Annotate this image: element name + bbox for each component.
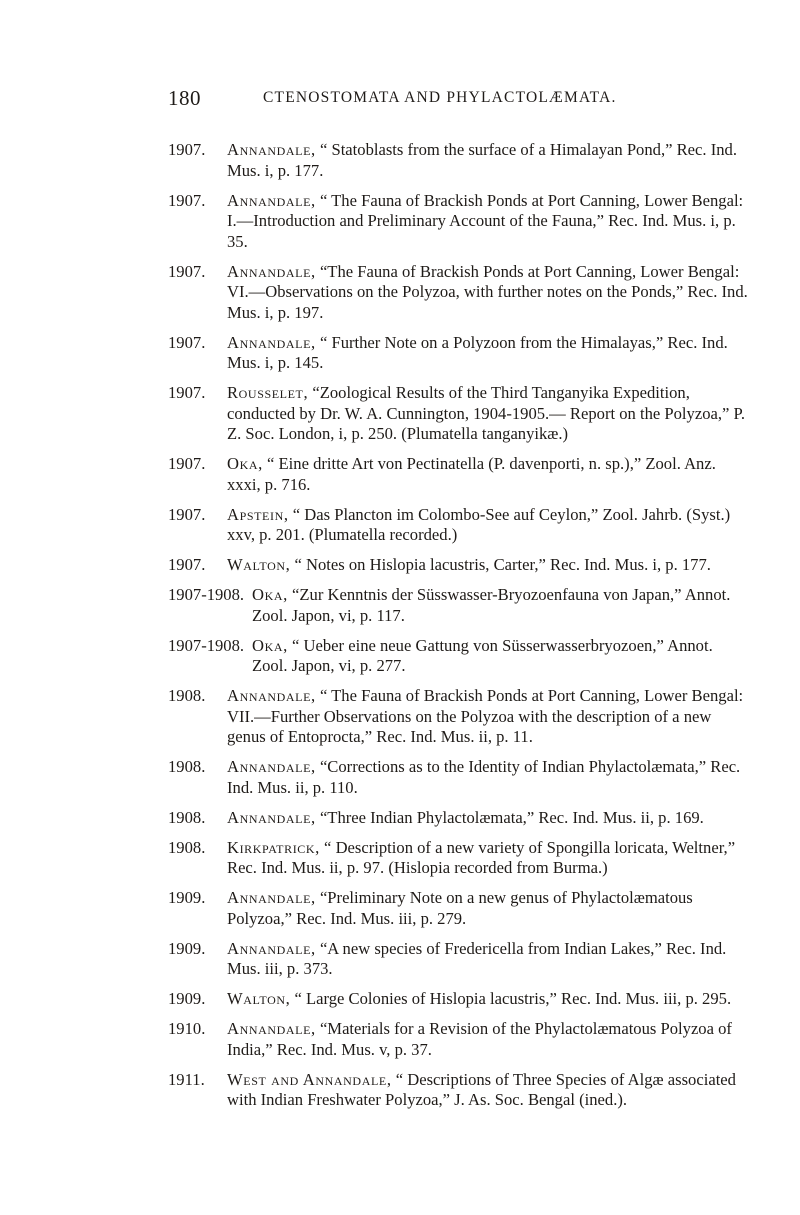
bibliography-entry: [168, 333, 748, 374]
entry-year: 1908.: [168, 837, 206, 857]
entry-citation: “ Description of a new variety of Spongilla loricata, Weltner,” Rec. Ind. Mus. ii, p. 97. (Hislopia recorded from Burma.): [227, 837, 736, 877]
entry-citation: “ Descriptions of Three Species of Algæ associated with Indian Freshwater Polyzoa,” J. As. Soc. Bengal (ined.).: [227, 1069, 736, 1109]
bibliography-entry: [168, 989, 748, 1010]
entry-author: Apstein,: [227, 504, 289, 524]
bibliography-entry: [168, 140, 748, 181]
entry-citation: “ Eine dritte Art von Pectinatella (P. davenporti, n. sp.),” Zool. Anz. xxxi, p. 716.: [227, 454, 716, 494]
entry-year: 1907-1908.: [168, 635, 245, 655]
entry-year: 1907.: [168, 190, 206, 210]
entry-year: 1907.: [168, 261, 206, 281]
entry-year: 1908.: [168, 807, 206, 827]
entry-year: 1909.: [168, 938, 206, 958]
entry-author: Walton,: [227, 555, 291, 574]
entry-text: [227, 989, 748, 1010]
entry-text: [227, 454, 748, 495]
entry-author: Annandale,: [227, 807, 316, 827]
bibliography-entry: [168, 1019, 748, 1060]
entry-text: [227, 555, 748, 576]
entry-citation: “ Further Note on a Polyzoon from the Himalayas,” Rec. Ind. Mus. i, p. 145.: [227, 332, 728, 372]
entry-text: [227, 140, 748, 181]
entry-text: [227, 838, 748, 879]
entry-author: Annandale,: [227, 686, 316, 705]
entry-citation: “ Large Colonies of Hislopia lacustris,” Rec. Ind. Mus. iii, p. 295.: [290, 989, 732, 1008]
entry-author: Walton,: [227, 989, 291, 1008]
entry-year: 1909.: [168, 888, 206, 907]
entry-text: [227, 1070, 748, 1111]
entry-year: 1911.: [168, 1069, 205, 1089]
entry-citation: “ Ueber eine neue Gattung von Süsserwasserbryozoen,” Annot. Zool. Japon, vi, p. 277.: [252, 635, 713, 675]
entry-text: [252, 636, 748, 677]
entry-author: Annandale,: [227, 757, 316, 776]
entry-author: Kirkpatrick,: [227, 837, 320, 857]
entry-year: 1908.: [168, 757, 206, 776]
bibliography-entry: [168, 1070, 748, 1111]
bibliography-entry: [168, 454, 748, 495]
bibliography-entry: [168, 888, 748, 929]
page-header: [168, 86, 748, 116]
entry-citation: “Zur Kenntnis der Süsswasser-Bryozoenfauna von Japan,” Annot. Zool. Japon, vi, p. 117.: [252, 585, 731, 625]
entry-author: Oka,: [252, 585, 288, 604]
bibliography-entry: [168, 808, 748, 829]
bibliography-entry: [168, 838, 748, 879]
entry-text: [227, 939, 748, 980]
bibliography-entry: [168, 585, 748, 626]
entry-citation: “Three Indian Phylactolæmata,” Rec. Ind. Mus. ii, p. 169.: [315, 807, 704, 827]
entry-year: 1907.: [168, 332, 206, 352]
entry-author: Annandale,: [227, 332, 316, 352]
entry-text: [227, 888, 748, 929]
entry-year: 1907.: [168, 555, 206, 574]
entry-citation: “ Notes on Hislopia lacustris, Carter,” Rec. Ind. Mus. i, p. 177.: [290, 555, 711, 574]
entry-author: Oka,: [227, 454, 263, 473]
entry-citation: “ Statoblasts from the surface of a Himalayan Pond,” Rec. Ind. Mus. i, p. 177.: [227, 140, 737, 180]
entry-author: West and Annandale,: [227, 1069, 392, 1089]
bibliography-entry: [168, 939, 748, 980]
bibliography-entry: [168, 757, 748, 798]
entry-year: 1907.: [168, 504, 206, 524]
entry-text: [227, 333, 748, 374]
page-number: 180: [168, 86, 201, 110]
entry-citation: “A new species of Fredericella from Indian Lakes,” Rec. Ind. Mus. iii, p. 373.: [227, 938, 727, 978]
entry-text: [227, 686, 748, 748]
entry-citation: “ The Fauna of Brackish Ponds at Port Canning, Lower Bengal: I.—Introduction and Preliminary Account of the Fauna,” Rec. Ind. Mus. i, p. 35.: [227, 190, 744, 251]
entry-author: Annandale,: [227, 190, 316, 210]
entry-year: 1909.: [168, 989, 206, 1008]
entry-year: 1907-1908.: [168, 585, 245, 604]
entry-citation: “Corrections as to the Identity of Indian Phylactolæmata,” Rec. Ind. Mus. ii, p. 110.: [227, 757, 741, 797]
entry-text: [227, 383, 748, 445]
entry-text: [227, 191, 748, 253]
entry-citation: “ The Fauna of Brackish Ponds at Port Canning, Lower Bengal: VII.—Further Observations on the Polyzoa with the description of a new genus of Entoprocta,” Rec. Ind. Mus. ii, p. 11.: [227, 686, 744, 746]
entry-year: 1910.: [168, 1019, 206, 1038]
bibliography-entry: [168, 636, 748, 677]
bibliography-list: [168, 140, 748, 1120]
bibliography-entry: [168, 555, 748, 576]
entry-author: Annandale,: [227, 1019, 316, 1038]
entry-author: Rousselet,: [227, 383, 309, 402]
running-title: CTENOSTOMATA AND PHYLACTOLÆMATA.: [263, 89, 617, 106]
entry-author: Oka,: [252, 635, 288, 655]
entry-text: [227, 262, 748, 324]
entry-year: 1907.: [168, 454, 206, 473]
bibliography-entry: [168, 383, 748, 445]
entry-citation: “Preliminary Note on a new genus of Phylactolæmatous Polyzoa,” Rec. Ind. Mus. iii, p. 279.: [227, 888, 693, 928]
entry-year: 1908.: [168, 686, 206, 705]
entry-text: [227, 505, 748, 546]
bibliography-entry: [168, 505, 748, 546]
entry-citation: “The Fauna of Brackish Ponds at Port Canning, Lower Bengal: VI.—Observations on the Polyzoa, with further notes on the Ponds,” Rec. Ind. Mus. i, p. 197.: [227, 261, 748, 322]
entry-citation: “Zoological Results of the Third Tanganyika Expedition, conducted by Dr. W. A. Cunnington, 1904-1905.— Report on the Polyzoa,” P. Z. Soc. London, i, p. 250. (Plumatella tanganyikæ.): [227, 383, 746, 443]
entry-author: Annandale,: [227, 261, 316, 281]
entry-text: [252, 585, 748, 626]
entry-year: 1907.: [168, 140, 206, 159]
entry-citation: “ Das Plancton im Colombo-See auf Ceylon,” Zool. Jahrb. (Syst.) xxv, p. 201. (Plumatella recorded.): [227, 504, 731, 544]
entry-author: Annandale,: [227, 140, 316, 159]
bibliography-entry: [168, 262, 748, 324]
entry-text: [227, 757, 748, 798]
bibliography-entry: [168, 191, 748, 253]
entry-citation: “Materials for a Revision of the Phylactolæmatous Polyzoa of India,” Rec. Ind. Mus. v, p. 37.: [227, 1019, 732, 1059]
bibliography-entry: [168, 686, 748, 748]
entry-text: [227, 808, 748, 829]
entry-year: 1907.: [168, 383, 206, 402]
entry-author: Annandale,: [227, 888, 316, 907]
entry-author: Annandale,: [227, 938, 316, 958]
entry-text: [227, 1019, 748, 1060]
